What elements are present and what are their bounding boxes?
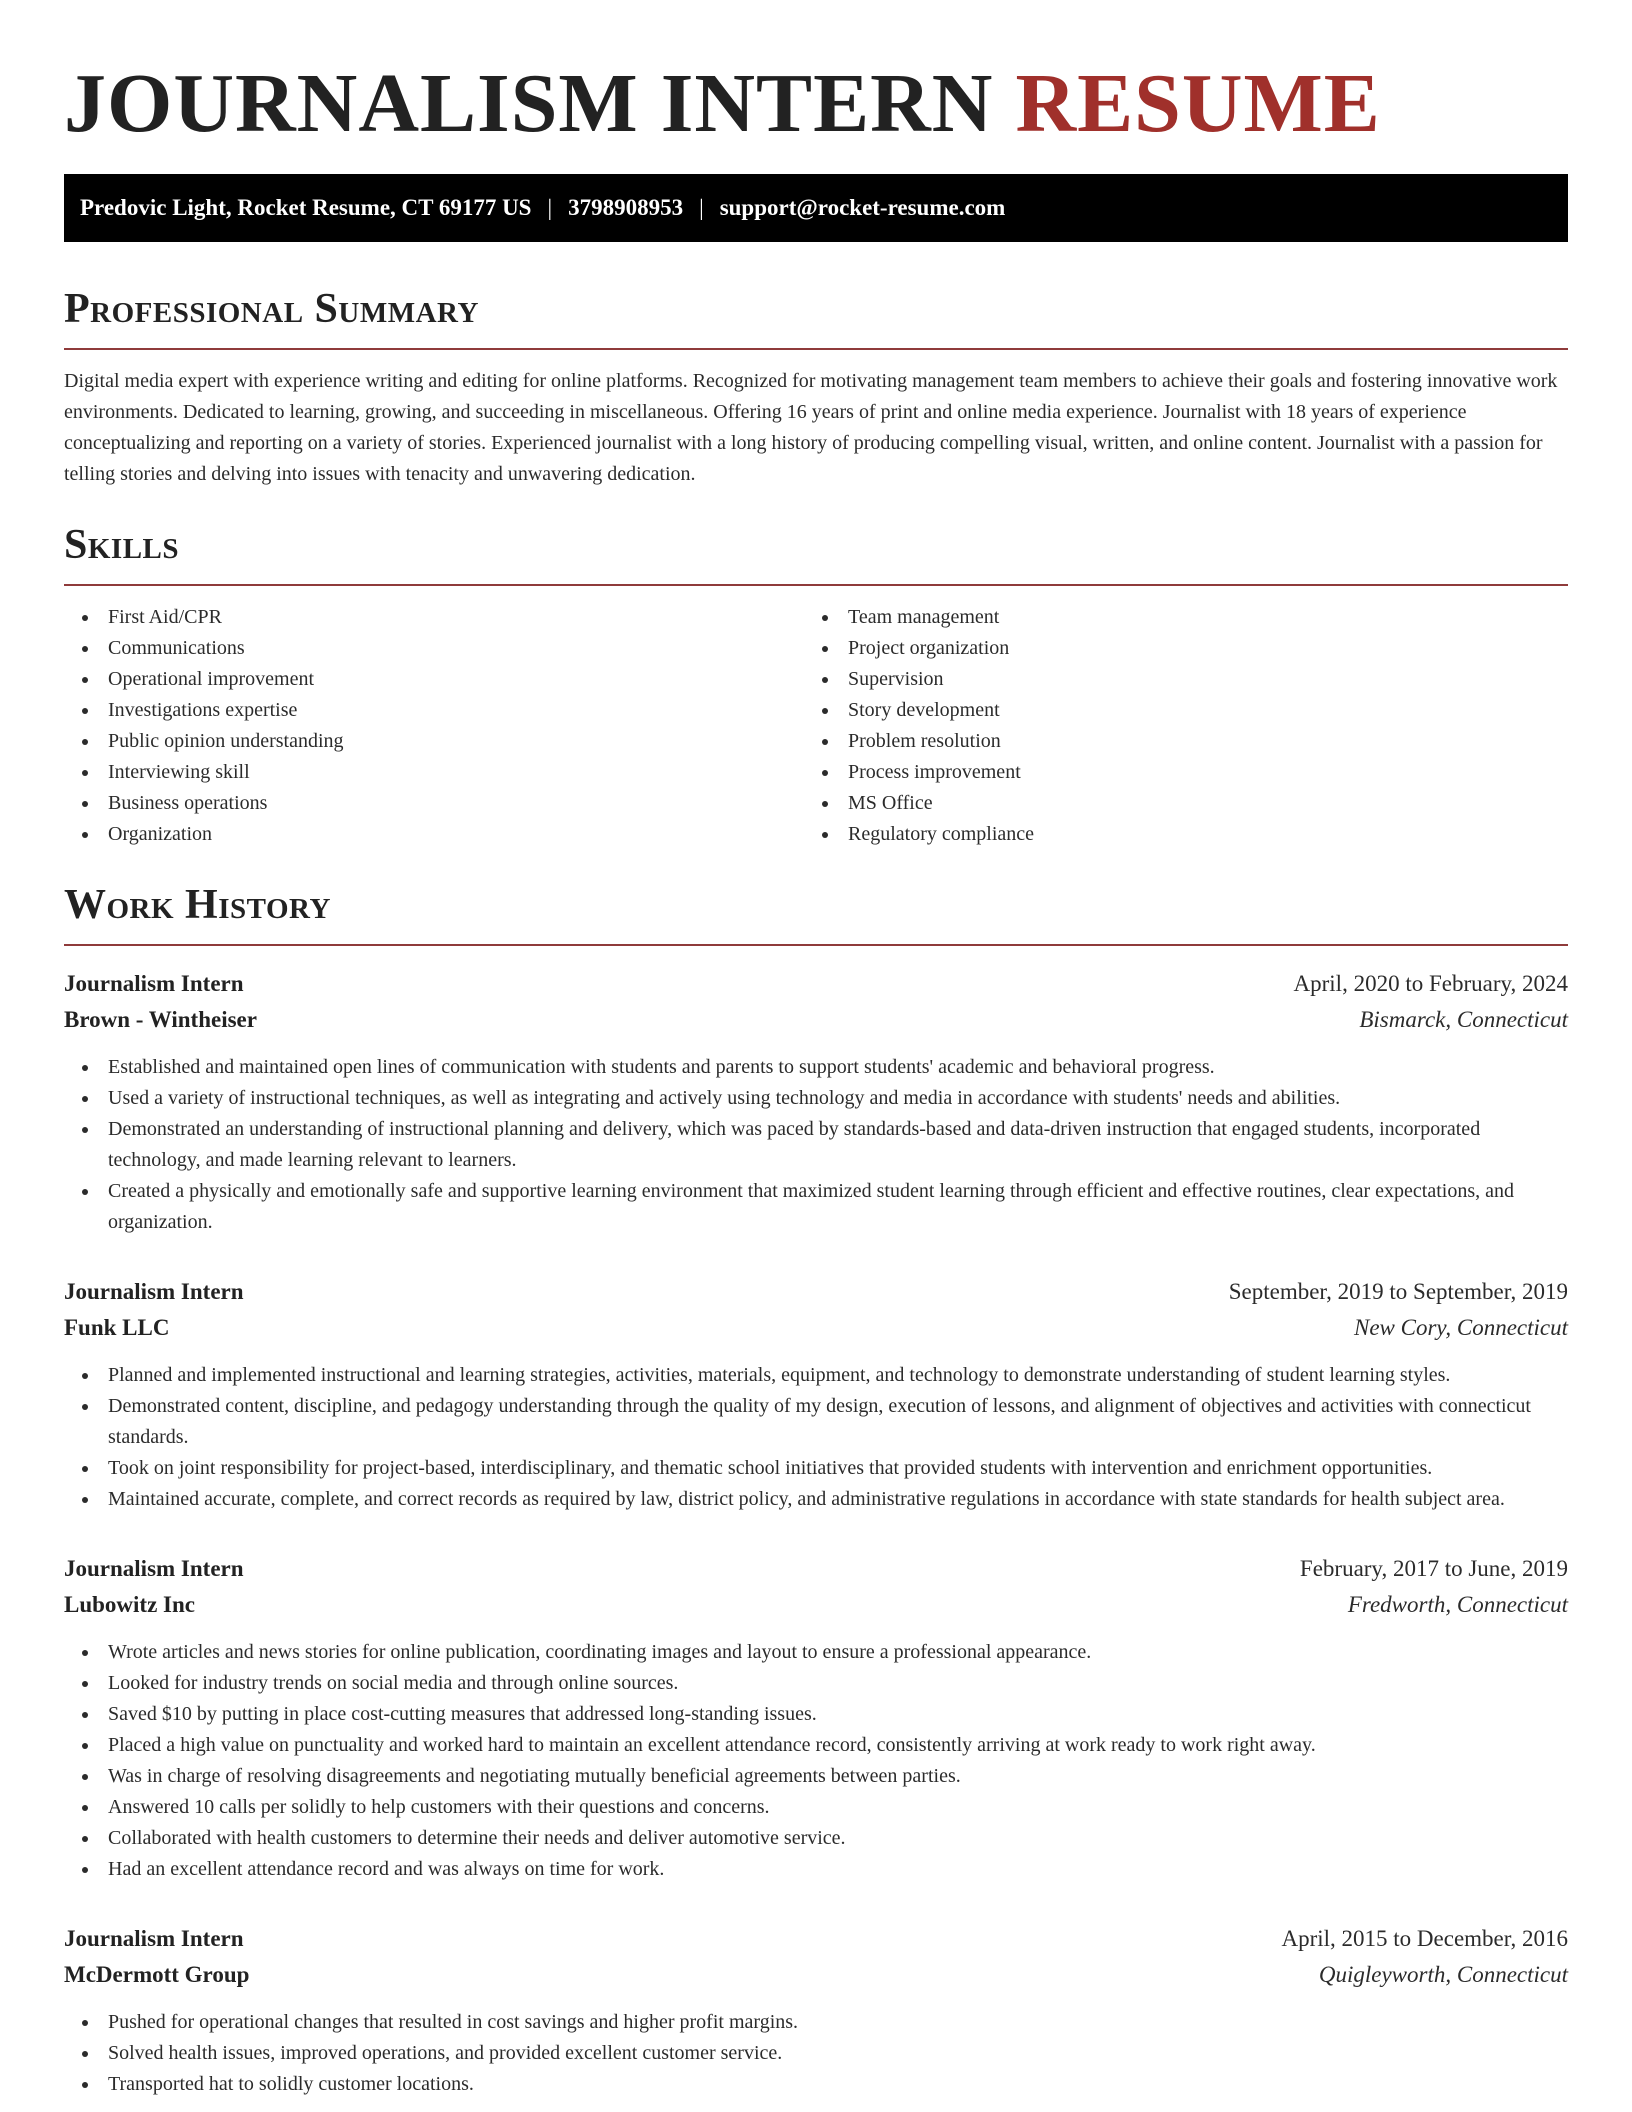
skill-item: Team management [804, 602, 1544, 633]
skill-item: Public opinion understanding [64, 726, 804, 757]
job-header-row [64, 966, 1568, 1002]
skills-grid [64, 602, 1568, 850]
section-divider [64, 584, 1568, 586]
skills-column-right [804, 602, 1544, 850]
job-bullet: Created a physically and emotionally safe and supportive learning environment that maximized student learning through efficient and effective routines, clear expectations, and organization. [64, 1176, 1568, 1238]
job-bullets [64, 1052, 1568, 1238]
contact-separator: | [547, 195, 553, 220]
job-bullet: Wrote articles and news stories for online publication, coordinating images and layout to ensure a professional appearance. [64, 1637, 1568, 1668]
job-bullet: Solved health issues, improved operations, and provided excellent customer service. [64, 2038, 1568, 2069]
work-history-heading: Work History [64, 882, 331, 928]
job-location: Bismarck, Connecticut [1359, 1007, 1568, 1032]
job-entry [64, 1551, 1568, 1885]
contact-email: support@rocket-resume.com [719, 195, 1006, 220]
job-location: Fredworth, Connecticut [1347, 1592, 1568, 1617]
job-bullet: Looked for industry trends on social media and through online sources. [64, 1668, 1568, 1699]
job-header-row [64, 1921, 1568, 1957]
skill-item: First Aid/CPR [64, 602, 804, 633]
job-title: Journalism Intern [64, 971, 244, 996]
skill-item: MS Office [804, 788, 1544, 819]
resume-title [64, 0, 1568, 152]
job-bullet: Demonstrated content, discipline, and pedagogy understanding through the quality of my design, execution of lessons, and alignment of objectives and activities with connecticut standards. [64, 1391, 1568, 1453]
job-bullet: Had an excellent attendance record and was always on time for work. [64, 1854, 1568, 1885]
job-bullet: Maintained accurate, complete, and correct records as required by law, district policy, and administrative regulations in accordance with state standards for health subject area. [64, 1484, 1568, 1515]
work-history-section [64, 880, 1568, 2100]
job-bullet: Established and maintained open lines of communication with students and parents to support students' academic and behavioral progress. [64, 1052, 1568, 1083]
job-company-row [64, 1310, 1568, 1346]
job-header-row [64, 1551, 1568, 1587]
job-entry [64, 966, 1568, 1238]
skill-item: Regulatory compliance [804, 819, 1544, 850]
job-dates: April, 2015 to December, 2016 [1281, 1926, 1568, 1951]
job-bullet: Transported hat to solidly customer locations. [64, 2069, 1568, 2100]
job-bullets [64, 1637, 1568, 1885]
skills-heading: Skills [64, 522, 180, 568]
job-location: Quigleyworth, Connecticut [1318, 1962, 1568, 1987]
job-bullet: Collaborated with health customers to determine their needs and deliver automotive service. [64, 1823, 1568, 1854]
job-title: Journalism Intern [64, 1556, 244, 1581]
skill-item: Business operations [64, 788, 804, 819]
job-company: Lubowitz Inc [64, 1592, 195, 1617]
skill-item: Interviewing skill [64, 757, 804, 788]
skill-item: Story development [804, 695, 1544, 726]
title-main: JOURNALISM INTERN [64, 57, 994, 150]
skill-item: Project organization [804, 633, 1544, 664]
job-company-row [64, 1957, 1568, 1993]
skills-section [64, 520, 1568, 850]
summary-heading: Professional Summary [64, 286, 479, 332]
job-bullet: Demonstrated an understanding of instructional planning and delivery, which was paced by standards-based and data-driven instruction that engaged students, incorporated technology, and made learning relevant to learners. [64, 1114, 1568, 1176]
job-bullet: Pushed for operational changes that resulted in cost savings and higher profit margins. [64, 2007, 1568, 2038]
contact-separator: | [699, 195, 704, 220]
skill-item: Process improvement [804, 757, 1544, 788]
job-company-row [64, 1002, 1568, 1038]
job-bullet: Took on joint responsibility for project-based, interdisciplinary, and thematic school initiatives that provided students with intervention and enrichment opportunities. [64, 1453, 1568, 1484]
job-bullet: Planned and implemented instructional and learning strategies, activities, materials, equipment, and technology to demonstrate understanding of student learning styles. [64, 1360, 1568, 1391]
job-bullet: Was in charge of resolving disagreements and negotiating mutually beneficial agreements between parties. [64, 1761, 1568, 1792]
job-title: Journalism Intern [64, 1926, 244, 1951]
contact-phone: 3798908953 [568, 195, 684, 220]
job-bullet: Used a variety of instructional techniques, as well as integrating and actively using technology and media in accordance with students' needs and abilities. [64, 1083, 1568, 1114]
job-bullets [64, 2007, 1568, 2100]
skill-item: Operational improvement [64, 664, 804, 695]
section-divider [64, 944, 1568, 946]
skill-item: Organization [64, 819, 804, 850]
job-header-row [64, 1274, 1568, 1310]
skill-item: Problem resolution [804, 726, 1544, 757]
job-entry [64, 1921, 1568, 2100]
contact-bar [64, 174, 1568, 242]
job-company: McDermott Group [64, 1962, 250, 1987]
job-company: Brown - Wintheiser [64, 1007, 257, 1032]
job-bullet: Answered 10 calls per solidly to help customers with their questions and concerns. [64, 1792, 1568, 1823]
job-entry [64, 1274, 1568, 1515]
job-company-row [64, 1587, 1568, 1623]
title-accent: RESUME [1015, 57, 1381, 150]
job-dates: September, 2019 to September, 2019 [1228, 1279, 1568, 1304]
job-bullets [64, 1360, 1568, 1515]
skill-item: Supervision [804, 664, 1544, 695]
skills-column-left [64, 602, 804, 850]
job-dates: February, 2017 to June, 2019 [1299, 1556, 1568, 1581]
job-dates: April, 2020 to February, 2024 [1293, 971, 1568, 996]
summary-text: Digital media expert with experience writing and editing for online platforms. Recognized for motivating management team members to achieve their goals and fostering innovative work environments. Dedicated to learning, growing, and succeeding in miscellaneous. Offering 16 years of print and online media experience. Journalist with 18 years of experience conceptualizing and reporting on a variety of stories. Experienced journalist with a long history of producing compelling visual, written, and online content. Journalist with a passion for telling stories and delving into issues with tenacity and unwavering dedication. [64, 370, 1558, 485]
contact-address: Predovic Light, Rocket Resume, CT 69177 US [80, 195, 532, 220]
summary-section [64, 284, 1568, 490]
job-location: New Cory, Connecticut [1353, 1315, 1568, 1340]
job-bullet: Saved $10 by putting in place cost-cutting measures that addressed long-standing issues. [64, 1699, 1568, 1730]
job-bullet: Placed a high value on punctuality and worked hard to maintain an excellent attendance record, consistently arriving at work ready to work right away. [64, 1730, 1568, 1761]
skill-item: Communications [64, 633, 804, 664]
section-divider [64, 348, 1568, 350]
skill-item: Investigations expertise [64, 695, 804, 726]
job-company: Funk LLC [64, 1315, 170, 1340]
job-title: Journalism Intern [64, 1279, 244, 1304]
